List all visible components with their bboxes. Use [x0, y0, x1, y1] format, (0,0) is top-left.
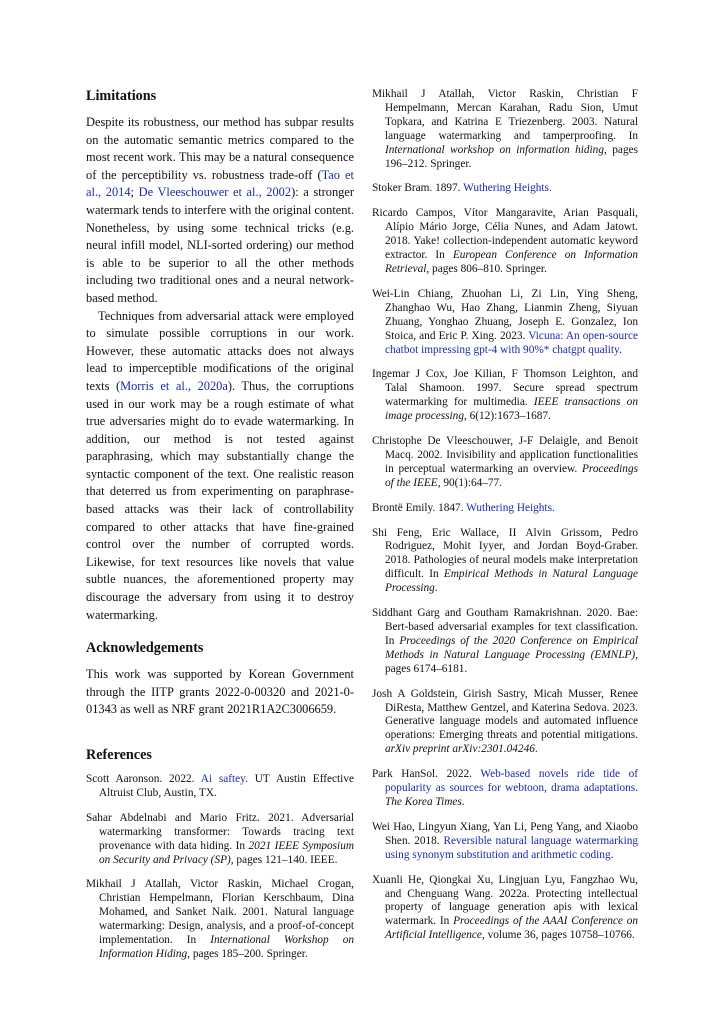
- reference-text: Siddhant Garg and Goutham Ramakrishnan. 2020. Bae: Bert-based adversarial examples for text classification. In: [372, 607, 638, 647]
- reference-text: Sahar Abdelnabi and Mario Fritz. 2021. Adversarial watermarking transformer: Towards tracing text provenance with data hiding. In: [86, 811, 354, 852]
- limitations-paragraph-2: Techniques from adversarial attack were employed to simulate possible corruptions in our work. However, these automatic attacks does not always lead to imperceptible modifications of the original texts (Morris et al., 2020a). Thus, the corruptions used in our work may be a rough estimate of what true adversaries might do to evade watermarking. In addition, our method is not tested against paraphrasing, which may substantially change the syntactic component of the text. One realistic reason that deterred us from experimenting on paraphrase-based attacks was their lack of controllability compared to other attacks that have fine-grained control over the number of corrupted words. Likewise, for text resources like novels that value subtle nuances, the aforementioned property may discourage the adversary from using it to destroy watermarking.: [86, 308, 354, 622]
- reference-link[interactable]: Wuthering Heights.: [463, 182, 552, 195]
- reference-link[interactable]: Ai saftey: [200, 773, 246, 785]
- reference-text: , pages 806–810. Springer.: [426, 262, 547, 275]
- reference-venue: International workshop on information hiding: [385, 143, 604, 156]
- reference-entry: [372, 821, 638, 863]
- reference-entry: [372, 207, 638, 277]
- reference-entry: [372, 607, 638, 677]
- reference-entry: [372, 768, 638, 810]
- reference-text: Mikhail J Atallah, Victor Raskin, Michael Crogan, Christian Hempelmann, Florian Kerschbaum, Dina Mohamed, and Sanket Naik. 2001. Natural language watermarking: Design, analysis, and a proof-of-concept implementation. In: [86, 878, 354, 947]
- reference-entry: [372, 288, 638, 358]
- reference-entry: [372, 88, 638, 171]
- references-heading: References: [86, 747, 152, 763]
- citation-morris-2020a[interactable]: Morris et al., 2020a: [120, 378, 228, 393]
- reference-entry: [372, 182, 638, 196]
- reference-entry: [372, 527, 638, 597]
- reference-text: Wei Hao, Lingyun Xiang, Yan Li, Peng Yang, and Xiaobo Shen. 2018.: [372, 820, 638, 847]
- reference-link[interactable]: Web-based novels ride tide of popularity as sources for webtoon, drama adaptations: [385, 768, 639, 795]
- reference-link[interactable]: Wuthering Heights.: [466, 501, 555, 514]
- reference-text: , pages 121–140. IEEE.: [230, 853, 338, 866]
- limitations-paragraph-1: Despite its robustness, our method has subpar results on the automatic semantic metrics compared to the most recent work. This may be a natural consequence of the perceptibility vs. robustness trade-off (Tao et al., 2014; De Vleeschouwer et al., 2002): a stronger watermark tends to interfere with the original content. Nonetheless, by using some technical tricks (e.g. neural infill model, NLI-sorted ordering) our method is able to be superior to all the other methods including two traditional ones and a neural network-based method.: [86, 115, 354, 305]
- left-column: [86, 86, 354, 973]
- reference-venue: Proceedings of the AAAI Conference on Artificial Intelligence: [385, 915, 638, 942]
- reference-venue: IEEE transactions on image processing: [385, 396, 638, 423]
- reference-text: Mikhail J Atallah, Victor Raskin, Christian F Hempelmann, Mercan Karahan, Radu Sion, Umut Topkara, and Katrina E Triezenberg. 2003. Natural language watermarking and tamperproofing. In: [372, 88, 638, 142]
- references-list-right: [372, 88, 638, 943]
- reference-text: .: [618, 343, 622, 356]
- reference-text: .: [610, 848, 614, 861]
- reference-venue: Empirical Methods in Natural Language Processing: [385, 568, 638, 595]
- reference-entry: [372, 435, 638, 491]
- citation-tao-2014[interactable]: Tao et al., 2014: [86, 167, 354, 200]
- reference-text: Josh A Goldstein, Girish Sastry, Micah Musser, Renee DiResta, Matthew Gentzel, and Katerina Sedova. 2023. Generative language models and automated influence operations: Emerging threats and potential mitigations.: [372, 687, 638, 742]
- reference-venue: Proceedings of the IEEE: [385, 462, 638, 489]
- reference-entry: [372, 502, 638, 516]
- reference-entry: [86, 878, 354, 961]
- reference-text: , 90(1):64–77.: [437, 476, 503, 489]
- reference-text: Shi Feng, Eric Wallace, II Alvin Grissom, Pedro Rodriguez, Mohit Iyyer, and Jordan Boyd-Graber. 2018. Pathologies of neural models make interpretation difficult. In: [372, 526, 638, 581]
- reference-text: Scott Aaronson. 2022.: [86, 773, 201, 785]
- right-column: [372, 88, 638, 954]
- reference-venue: 2021 IEEE Symposium on Security and Privacy (SP): [99, 839, 355, 866]
- reference-text: Brontë Emily. 1847.: [372, 501, 467, 514]
- reference-text: , pages 185–200. Springer.: [187, 947, 308, 960]
- limitations-heading: Limitations: [86, 88, 157, 104]
- reference-text: , 6(12):1673–1687.: [463, 410, 551, 423]
- reference-text: .: [434, 582, 438, 595]
- reference-text: .: [461, 795, 465, 808]
- acknowledgements-heading: Acknowledgements: [86, 640, 204, 657]
- reference-link[interactable]: Vicuna: An open-source chatbot impressing gpt-4 with 90%* chatgpt quality: [385, 329, 638, 356]
- reference-text: .: [534, 743, 538, 756]
- reference-venue: The Korea Times: [385, 795, 462, 808]
- reference-venue: International Workshop on Information Hiding: [99, 934, 354, 960]
- reference-entry: [372, 874, 638, 944]
- reference-text: Xuanli He, Qiongkai Xu, Lingjuan Lyu, Fangzhao Wu, and Chenguang Wang. 2022a. Protecting intellectual property of language generation apis with lexical watermark. In: [372, 873, 638, 928]
- references-list-left: [86, 773, 354, 962]
- reference-text: Ricardo Campos, Vítor Mangaravite, Arian Pasquali, Alípio Mário Jorge, Célia Nunes, and Adam Jatowt. 2018. Yake! collection-independent automatic keyword extractor. In: [372, 207, 638, 262]
- reference-entry: [372, 688, 638, 758]
- acknowledgements-text: This work was supported by Korean Government through the IITP grants 2022-0-00320 and 2021-0-01343 as well as NRF grant 2021R1A2C3006659.: [86, 667, 354, 717]
- reference-entry: [86, 812, 354, 868]
- reference-text: Christophe De Vleeschouwer, J-F Delaigle, and Benoit Macq. 2002. Invisibility and application functionalities in perceptual watermarking an overview.: [372, 435, 638, 475]
- reference-text: , volume 36, pages 10758–10766.: [481, 929, 635, 942]
- reference-text: , pages 6174–6181.: [385, 648, 638, 675]
- reference-text: .: [635, 782, 638, 795]
- reference-entry: [86, 773, 354, 801]
- reference-text: , pages 196–212. Springer.: [385, 143, 639, 170]
- reference-entry: [372, 368, 638, 424]
- citation-de-vleeschouwer-2002[interactable]: De Vleeschouwer et al., 2002: [138, 185, 292, 200]
- reference-venue: arXiv preprint arXiv:2301.04246: [385, 743, 535, 756]
- reference-text: Park HanSol. 2022.: [372, 768, 481, 781]
- reference-venue: Proceedings of the 2020 Conference on Empirical Methods in Natural Language Processing (EMNLP): [385, 634, 638, 661]
- reference-venue: European Conference on Information Retrieval: [385, 249, 638, 275]
- reference-text: Wei-Lin Chiang, Zhuohan Li, Zi Lin, Ying Sheng, Zhanghao Wu, Hao Zhang, Lianmin Zheng, Siyuan Zhuang, Yonghao Zhuang, Joseph E. Gonzalez, Ion Stoica, and Eric P. Xing. 2023.: [372, 287, 638, 342]
- reference-text: . UT Austin Effective Altruist Club, Austin, TX.: [99, 773, 354, 799]
- reference-link[interactable]: Reversible natural language watermarking using synonym substitution and arithmetic coding: [385, 834, 638, 861]
- reference-text: Stoker Bram. 1897.: [372, 182, 464, 195]
- reference-text: Ingemar J Cox, Joe Kilian, F Thomson Leighton, and Talal Shamoon. 1997. Secure spread spectrum watermarking for multimedia.: [372, 368, 638, 409]
